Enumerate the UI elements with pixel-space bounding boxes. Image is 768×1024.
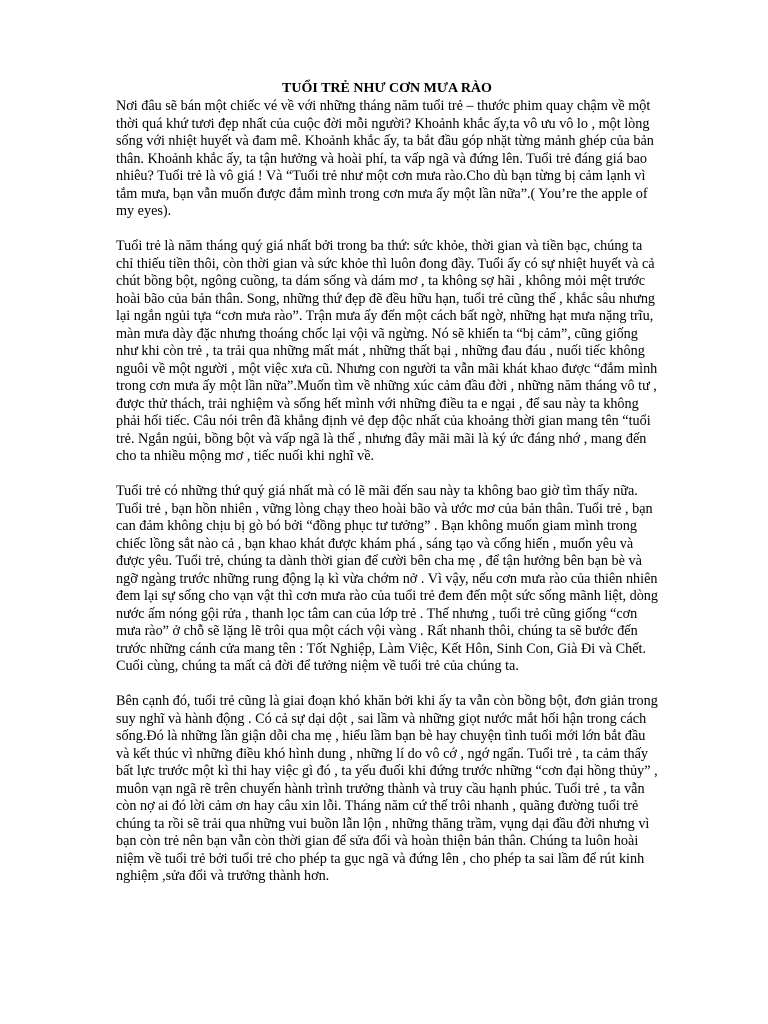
- paragraph-intro: Nơi đâu sẽ bán một chiếc vé về với những tháng năm tuổi trẻ – thước phim quay chậm về một thời quá khứ tươi đẹp nhất của cuộc đời mỗi người? Khoảnh khắc ấy,ta vô ưu vô lo , một lòng sống với nhiệt huyết và đam mê. Khoảnh khắc ấy, ta bắt đầu góp nhặt từng mảnh ghép của bản thân. Khoảnh khắc ấy, ta tận hưởng và hoài phí, ta vấp ngã và đứng lên. Tuổi trẻ đáng giá bao nhiêu? Tuổi trẻ là vô giá ! Và “Tuổi trẻ như một cơn mưa rào.Cho dù bạn từng bị cảm lạnh vì tắm mưa, bạn vẫn muốn được đắm mình trong cơn mưa ấy một lần nữa”.( You’re the apple of my eyes).: [116, 98, 654, 219]
- paragraph-precious-years: Tuổi trẻ là năm tháng quý giá nhất bởi trong ba thứ: sức khỏe, thời gian và tiền bạc, chúng ta chỉ thiếu tiền thôi, còn thời gian và sức khỏe thì luôn đong đầy. Tuổi ấy có sự nhiệt huyết và cả chút bồng bột, ngông cuồng, ta dám sống và dám mơ , ta không sợ hãi , không mỏi mệt trước hoài bão của bản thân. Song, những thứ đẹp đẽ đều hữu hạn, tuổi trẻ cũng thế , khắc sâu nhưng lại ngắn ngủi tựa “cơn mưa rào”. Trận mưa ấy đến một cách bất ngờ, những hạt mưa nặng trĩu, màn mưa dày đặc nhưng thoáng chốc lại vội vã ngừng. Nó sẽ khiến ta “bị cảm”, cũng giống như khi còn trẻ , ta trải qua những mất mát , những thất bại , những đau đáu , nuối tiếc không nguôi về một người , một việc xưa cũ. Nhưng con người ta vẫn mãi khát khao được “đắm mình trong cơn mưa ấy một lần nữa”.Muốn tìm về những xúc cảm đầu đời , những năm tháng vô tư , được thử thách, trải nghiệm và sống hết mình với những điều ta e ngại , để sau này ta không phải hối tiếc. Câu nói trên đã khẳng định vẻ đẹp độc nhất của khoảng thời gian mang tên “tuổi trẻ. Ngắn ngủi, bồng bột và vấp ngã là thế , nhưng đây mãi mãi là ký ức đáng nhớ , mang đến cho ta nhiều mộng mơ , tiếc nuối khi nghĩ về.: [116, 238, 658, 464]
- paragraph-treasures-of-youth: Tuổi trẻ có những thứ quý giá nhất mà có lẽ mãi đến sau này ta không bao giờ tìm thấy nữa. Tuổi trẻ , bạn hồn nhiên , vững lòng chạy theo hoài bão và ước mơ của bản thân. Tuổi trẻ , bạn can đảm không chịu bị gò bó bởi “đồng phục tư tưởng” . Bạn không muốn giam mình trong chiếc lồng sắt nào cả , bạn khao khát được khám phá , sáng tạo và cống hiến , muốn yêu và được yêu. Tuổi trẻ, chúng ta dành thời gian để cười bên cha mẹ , để tận hưởng bên bạn bè và ngỡ ngàng trước những rung động lạ kì vừa chớm nở . Vì vậy, nếu cơn mưa rào của thiên nhiên đem lại sự sống cho vạn vật thì cơn mưa rào của tuổi trẻ đem đến một sức sống mãnh liệt, dòng nước ấm nóng gội rửa , thanh lọc tâm can của lớp trẻ . Thế nhưng , tuổi trẻ cũng giống “cơn mưa rào” ở chỗ sẽ lặng lẽ trôi qua một cách vội vàng . Rất nhanh thôi, chúng ta sẽ bước đến trước những cánh cửa mang tên : Tốt Nghiệp, Làm Việc, Kết Hôn, Sinh Con, Già Đi và Chết. Cuối cùng, chúng ta mất cả đời để tưởng niệm về tuổi trẻ của chúng ta.: [116, 483, 658, 674]
- document-title: TUỔI TRẺ NHƯ CƠN MƯA RÀO: [282, 81, 492, 96]
- paragraph-difficulties: Bên cạnh đó, tuổi trẻ cũng là giai đoạn khó khăn bởi khi ấy ta vẫn còn bồng bột, đơn giản trong suy nghĩ và hành động . Có cả sự dại dột , sai lầm và những giọt nước mắt hối hận trong cách sống.Đó là những lần giận dỗi cha mẹ , hiểu lầm bạn bè hay chuyện tình tuổi mới lớn bắt đầu và kết thúc vì những điều khó hình dung , những lí do vô cớ , ngớ ngẩn. Tuổi trẻ , ta cảm thấy bất lực trước một kì thi hay việc gì đó , ta yếu đuối khi đứng trước những “cơn đại hồng thủy” , muôn vạn ngã rẽ trên chuyến hành trình trưởng thành và truy cầu hạnh phúc. Tuổi trẻ , ta vẫn còn nợ ai đó lời cảm ơn hay câu xin lỗi. Tháng năm cứ thế trôi nhanh , quãng đường tuổi trẻ chúng ta rồi sẽ trải qua những vui buồn lẫn lộn , những thăng trầm, vụng dại đầu đời nhưng vì bạn còn trẻ nên bạn vẫn còn thời gian để sửa đổi và hoàn thiện bản thân. Chúng ta luôn hoài niệm về tuổi trẻ bởi tuổi trẻ cho phép ta gục ngã và đứng lên , cho phép ta sai lầm để rút kinh nghiệm ,sửa đổi và trưởng thành hơn.: [116, 693, 658, 884]
